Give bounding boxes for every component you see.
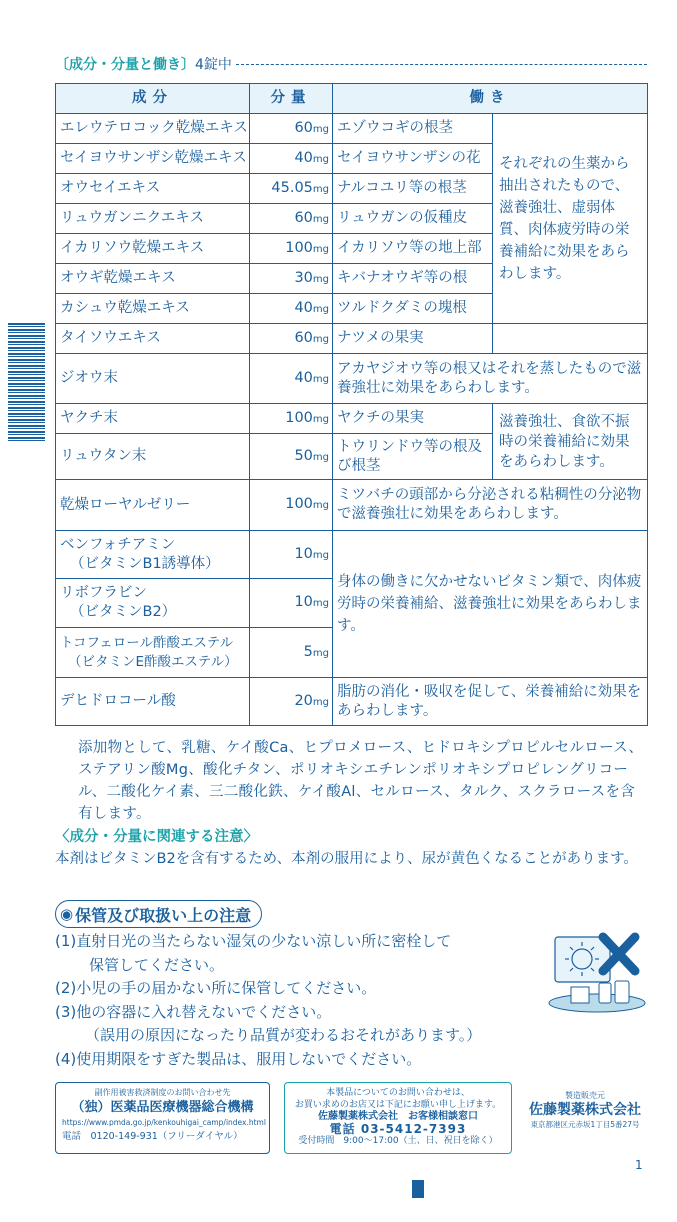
contact-organization: （独）医薬品医療機器総合機構 [71, 1100, 254, 1115]
ingredient-amount: 100mg [250, 404, 333, 434]
section-header [55, 53, 647, 75]
manufacturer-name: 佐藤製薬株式会社 [529, 1102, 641, 1118]
page-number: 1 [635, 1158, 643, 1172]
contact-note-2: お買い求めのお店又は下記にお願い申し上げます。 [294, 1100, 502, 1110]
ingredient-name: エレウテロコック乾燥エキス [56, 114, 250, 144]
ingredient-name: オウギ乾燥エキス [56, 264, 250, 294]
ingredient-amount: 100mg [250, 480, 333, 531]
table-row [56, 404, 648, 434]
group-action: 滋養強壮、食欲不振時の栄養補給に効果をあらわします。 [493, 404, 648, 480]
ingredient-name: オウセイエキス [56, 174, 250, 204]
table-row [56, 114, 648, 144]
manufacturer [520, 1090, 650, 1130]
ingredient-source: ナツメの果実 [333, 324, 493, 354]
ingredient-source: エゾウコギの根茎 [333, 114, 493, 144]
ingredient-name: ヤクチ末 [56, 404, 250, 434]
ingredient-amount: 40mg [250, 354, 333, 404]
ingredient-source: ヤクチの果実 [333, 404, 493, 434]
header-action: 働き [333, 84, 648, 114]
storage-title-box [55, 900, 262, 928]
note-title: 〈成分・分量に関連する注意〉 [55, 829, 258, 845]
contact-company: 佐藤製薬株式会社 お客様相談窓口 [318, 1111, 478, 1122]
table-row [56, 678, 648, 726]
header-ingredient: 成分 [56, 84, 250, 114]
vitamin-action: 身体の働きに欠かせないビタミン類で、肉体疲労時の栄養補給、滋養強壮に効果をあらわします。 [333, 531, 648, 678]
table-row [56, 480, 648, 531]
contact-phone: 電話 0120-149-931（フリーダイヤル） [62, 1131, 243, 1142]
table-row [56, 531, 648, 579]
ingredient-amount: 5mg [250, 628, 333, 678]
ingredient-name: リュウガンニクエキス [56, 204, 250, 234]
empty-cell [493, 324, 648, 354]
header-amount: 分量 [250, 84, 333, 114]
ingredient-source: セイヨウサンザシの花 [333, 144, 493, 174]
registration-mark [412, 1180, 424, 1198]
contact-url[interactable]: https://www.pmda.go.jp/kenkouhigai_camp/index.html [62, 1118, 266, 1127]
ingredient-action: ミツバチの頭部から分泌される粘稠性の分泌物で滋養強壮に効果をあらわします。 [333, 480, 648, 531]
note-body: 本剤はビタミンB2を含有するため、本剤の服用により、尿が黄色くなることがあります。 [55, 851, 638, 867]
ingredient-source: キバナオウギ等の根 [333, 264, 493, 294]
ingredient-name: カシュウ乾燥エキス [56, 294, 250, 324]
ingredient-name: リュウタン末 [56, 434, 250, 480]
relief-system-contact-box [55, 1082, 270, 1154]
table-header-row [56, 84, 648, 114]
ingredient-name: ジオウ末 [56, 354, 250, 404]
ingredient-amount: 45.05mg [250, 174, 333, 204]
contact-heading: 副作用被害救済制度のお問い合わせ先 [94, 1088, 231, 1097]
section-subtitle: 4錠中 [195, 57, 232, 73]
manufacturer-label: 製造販売元 [565, 1091, 605, 1100]
list-item: (2)小児の手の届かない所に保管してください。 [55, 979, 377, 997]
ingredient-amount: 40mg [250, 294, 333, 324]
list-item: （誤用の原因になったり品質が変わるおそれがあります。） [85, 1026, 482, 1044]
ingredient-amount: 10mg [250, 531, 333, 579]
list-item: (1)直射日光の当たらない湿気の少ない涼しい所に密栓して [55, 932, 452, 950]
sunlight-warning-icon [547, 925, 652, 1020]
ingredient-amount: 50mg [250, 434, 333, 480]
ingredient-name: ベンフォチアミン （ビタミンB1誘導体） [56, 531, 250, 579]
ingredient-source: トウリンドウ等の根及び根茎 [333, 434, 493, 480]
ingredient-amount: 10mg [250, 579, 333, 628]
ingredient-action: 脂肪の消化・吸収を促して、栄養補給に効果をあらわします。 [333, 678, 648, 726]
additives-text: 添加物として、乳糖、ケイ酸Ca、ヒプロメロース、ヒドロキシプロピルセルロース、ステアリン酸Mg、酸化チタン、ポリオキシエチレンポリオキシプロピレングリコール、二酸化ケイ素、三二酸化鉄、ケイ酸Al、セルロース、タルク、スクラロースを含有します。 [78, 740, 644, 822]
ingredient-amount: 30mg [250, 264, 333, 294]
ingredient-amount: 60mg [250, 324, 333, 354]
ingredient-name: トコフェロール酢酸エステル （ビタミンE酢酸エステル） [56, 628, 250, 678]
ingredient-source: リュウガンの仮種皮 [333, 204, 493, 234]
contact-hours: 受付時間 9:00～17:00（土、日、祝日を除く） [298, 1136, 498, 1146]
ingredient-source: ツルドクダミの塊根 [333, 294, 493, 324]
ingredient-amount: 40mg [250, 144, 333, 174]
list-item: (3)他の容器に入れ替えないでください。 [55, 1002, 332, 1021]
storage-list [55, 930, 575, 1071]
ingredient-source: イカリソウ等の地上部 [333, 234, 493, 264]
bullet-circle-icon: ◉ [60, 905, 74, 923]
storage-title: 保管及び取扱い上の注意 [75, 905, 252, 925]
ingredient-action: アカヤジオウ等の根又はそれを蒸したもので滋養強壮に効果をあらわします。 [333, 354, 648, 404]
header-rule [236, 64, 647, 65]
contact-phone: 電話 03-5412-7393 [329, 1122, 467, 1136]
contact-note-1: 本製品についてのお問い合わせは、 [326, 1088, 470, 1098]
ingredient-amount: 100mg [250, 234, 333, 264]
ingredient-amount: 60mg [250, 114, 333, 144]
ingredient-amount: 60mg [250, 204, 333, 234]
table-row [56, 354, 648, 404]
ingredient-source: ナルコユリ等の根茎 [333, 174, 493, 204]
ingredient-name: セイヨウサンザシ乾燥エキス [56, 144, 250, 174]
group-action: それぞれの生薬から抽出されたもので、滋養強壮、虚弱体質、肉体疲労時の栄養補給に効果をあらわします。 [493, 114, 648, 324]
customer-contact-box [284, 1082, 512, 1154]
manufacturer-address: 東京都港区元赤坂1丁目5番27号 [530, 1120, 640, 1129]
ingredient-amount: 20mg [250, 678, 333, 726]
table-row [56, 324, 648, 354]
section-title: 〔成分・分量と働き〕 [55, 57, 195, 73]
ingredient-name: 乾燥ローヤルゼリー [56, 480, 250, 531]
ingredient-name: タイソウエキス [56, 324, 250, 354]
ingredient-name: リボフラビン （ビタミンB2） [56, 579, 250, 628]
composition-table [55, 83, 648, 726]
list-item: 保管してください。 [89, 955, 225, 974]
ingredient-name: デヒドロコール酸 [56, 678, 250, 726]
ingredient-name: イカリソウ乾燥エキス [56, 234, 250, 264]
list-item: (4)使用期限をすぎた製品は、服用しないでください。 [55, 1049, 422, 1068]
barcode [8, 323, 45, 441]
